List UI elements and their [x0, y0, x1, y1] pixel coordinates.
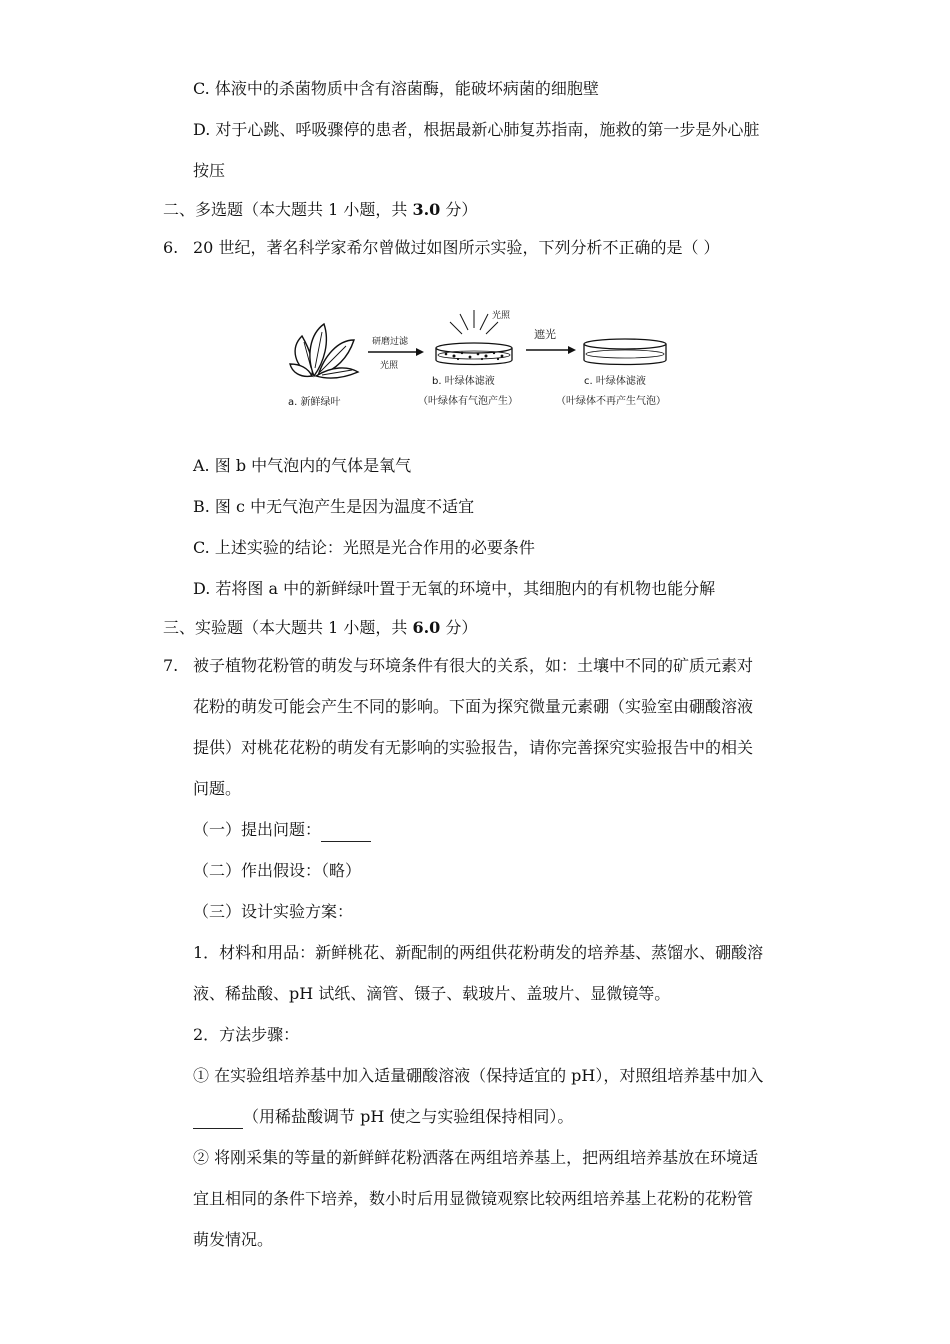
q7-step1-line2 — [193, 1106, 573, 1129]
q7-materials-line1: 1．材料和用品：新鲜桃花、新配制的两组供花粉萌发的培养基、蒸馏水、硼酸溶 — [193, 943, 764, 962]
label-b-line1: b. 叶绿体滤液 — [432, 376, 495, 387]
q5-option-d-line1: D. 对于心跳、呼吸骤停的患者，根据最新心肺复苏指南，施救的第一步是外心脏 — [193, 120, 760, 139]
q7-stem-line4: 问题。 — [193, 779, 242, 798]
label-c-line1: c. 叶绿体滤液 — [584, 376, 646, 387]
arrow1-bottom-label: 光照 — [380, 361, 399, 371]
section2-score: 3.0 — [412, 200, 441, 219]
q7-step2-line3: 萌发情况。 — [193, 1230, 274, 1249]
arrow2-head — [568, 346, 576, 354]
q7-step2-line1: ② 将刚采集的等量的新鲜鲜花粉洒落在两组培养基上，把两组培养基放在环境适 — [193, 1148, 759, 1167]
q7-number: 7. — [163, 656, 179, 675]
section3-heading — [163, 617, 477, 639]
fresh-leaves-drawing — [290, 324, 358, 378]
section2-prefix: 二、多选题（本大题共 1 小题，共 — [163, 200, 413, 219]
q6-option-a: A. 图 b 中气泡内的气体是氧气 — [193, 456, 412, 475]
q7-step1-line1: ① 在实验组培养基中加入适量硼酸溶液（保持适宜的 pH），对照组培养基中加入 — [193, 1066, 764, 1085]
hill-experiment-figure — [284, 306, 682, 412]
q6-stem: 20 世纪，著名科学家希尔曾做过如图所示实验，下列分析不正确的是（ ） — [193, 238, 720, 257]
label-b-line2: （叶绿体有气泡产生） — [418, 396, 518, 407]
arrow1-head — [416, 348, 424, 356]
q5-option-c: C. 体液中的杀菌物质中含有溶菌酶，能破坏病菌的细胞壁 — [193, 79, 599, 98]
q7-answer-blank-2[interactable] — [193, 1106, 243, 1129]
arrow2-top-label: 遮光 — [534, 328, 556, 341]
q6-option-c: C. 上述实验的结论：光照是光合作用的必要条件 — [193, 538, 535, 557]
q7-stem-line2: 花粉的萌发可能会产生不同的影响。下面为探究微量元素硼（实验室由硼酸溶液 — [193, 697, 754, 716]
dish-b — [436, 343, 512, 365]
q7-part1-text: （一）提出问题： — [193, 820, 322, 839]
q7-steps-heading: 2．方法步骤： — [193, 1025, 300, 1044]
label-a: a. 新鲜绿叶 — [288, 397, 341, 408]
q7-stem-line1: 被子植物花粉管的萌发与环境条件有很大的关系，如：土壤中不同的矿质元素对 — [193, 656, 754, 675]
section2-suffix: 分） — [440, 200, 478, 219]
arrow1-top-label: 研磨过滤 — [372, 337, 409, 347]
q7-step2-line2: 宜且相同的条件下培养，数小时后用显微镜观察比较两组培养基上花粉的花粉管 — [193, 1189, 754, 1208]
label-c-line2: （叶绿体不再产生气泡） — [556, 396, 666, 407]
q5-option-d-line2: 按压 — [193, 161, 226, 180]
q6-option-d: D. 若将图 a 中的新鲜绿叶置于无氧的环境中，其细胞内的有机物也能分解 — [193, 579, 716, 598]
q7-answer-blank-1[interactable] — [321, 819, 371, 842]
section3-suffix: 分） — [440, 618, 478, 637]
dish-c — [584, 339, 666, 365]
q7-part2: （二）作出假设：（略） — [193, 861, 362, 880]
q7-stem-line3: 提供）对桃花花粉的萌发有无影响的实验报告，请你完善探究实验报告中的相关 — [193, 738, 754, 757]
q7-part1 — [193, 819, 371, 842]
q6-number: 6. — [163, 238, 179, 257]
q7-materials-line2: 液、稀盐酸、pH 试纸、滴管、镊子、载玻片、盖玻片、显微镜等。 — [193, 984, 671, 1003]
light-rays — [450, 310, 498, 334]
q7-part3: （三）设计实验方案： — [193, 902, 354, 921]
section2-heading — [163, 199, 477, 221]
section3-score: 6.0 — [412, 618, 441, 637]
light-label: 光照 — [492, 311, 511, 321]
q7-step1-line2-text: （用稀盐酸调节 pH 使之与实验组保持相同）。 — [243, 1107, 574, 1126]
section3-prefix: 三、实验题（本大题共 1 小题，共 — [163, 618, 413, 637]
q6-option-b: B. 图 c 中无气泡产生是因为温度不适宜 — [193, 497, 475, 516]
